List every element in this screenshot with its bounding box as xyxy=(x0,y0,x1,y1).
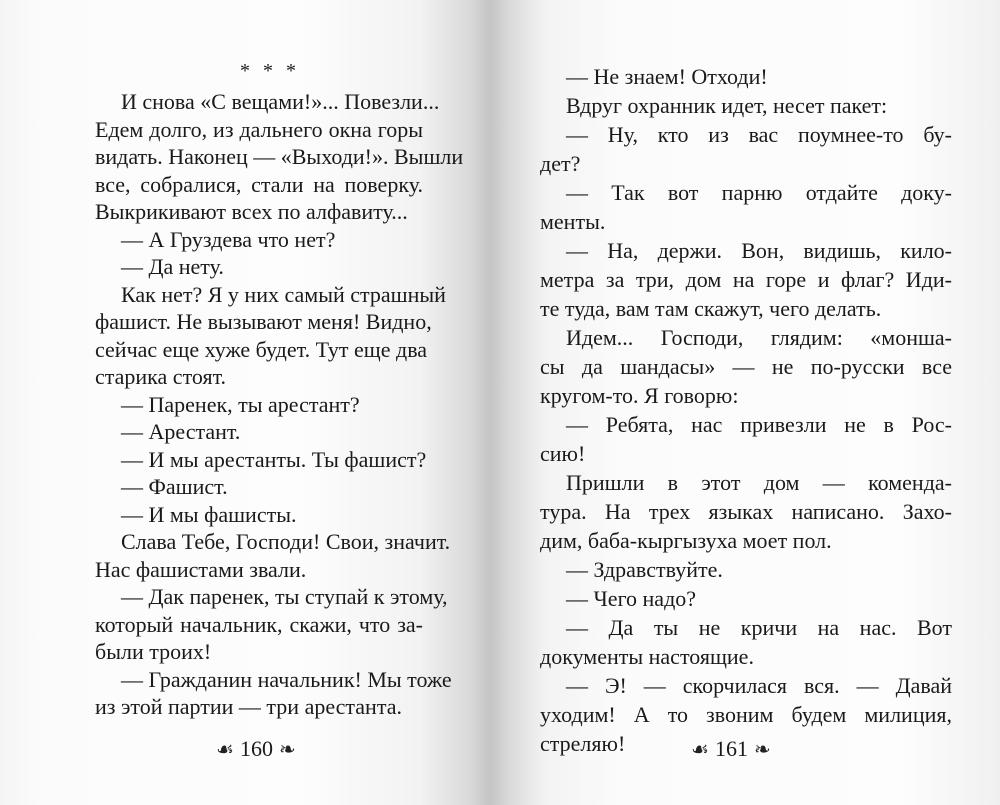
text-line: — Арестант. xyxy=(121,419,241,444)
ornament-icon: ☙ xyxy=(691,739,709,761)
left-page-text xyxy=(95,88,464,721)
text-line: — Да нету. xyxy=(121,254,224,279)
left-page-number xyxy=(210,736,302,762)
text-line: сы да шандасы» — не по-русски все xyxy=(540,354,952,379)
text-line: — Да ты не кричи на нас. Вот xyxy=(566,615,952,640)
text-line: те туда, вам там скажут, чего делать. xyxy=(540,296,882,321)
text-line: — И мы арестанты. Ты фашист? xyxy=(121,446,427,472)
text-line: видать. Наконец — «Выходи!». Вышли xyxy=(95,144,464,169)
page-number-text: 161 xyxy=(714,736,748,761)
text-line: — Паренек, ты арестант? xyxy=(121,391,360,417)
text-line: — На, держи. Вон, видишь, кило- xyxy=(566,238,952,263)
text-line: Нас фашистами звали. xyxy=(95,556,307,582)
text-line: Пришли в этот дом — коменда- xyxy=(566,470,952,495)
ornament-icon: ❧ xyxy=(278,739,296,761)
ornament-icon: ☙ xyxy=(216,739,234,761)
text-line: Вдруг охранник идет, несет пакет: xyxy=(566,93,888,118)
text-line: сию! xyxy=(540,441,586,466)
text-line: — Не знаем! Отходи! xyxy=(566,64,768,89)
text-line: старика стоят. xyxy=(95,364,227,389)
text-line: — Э! — скорчилася вся. — Давай xyxy=(566,673,952,698)
text-line: сейчас еще хуже будет. Тут еще два xyxy=(95,336,428,362)
text-line: метра за три, дом на горе и флаг? Иди- xyxy=(540,267,952,292)
text-line: из этой партии — три арестанта. xyxy=(95,694,402,719)
text-line: — Дак паренек, ты ступай к этому, xyxy=(121,584,448,609)
text-line: — Ну, кто из вас поумнее-то бу- xyxy=(566,122,952,147)
text-line: менты. xyxy=(540,209,606,234)
right-page-text xyxy=(540,62,952,758)
text-line: — И мы фашисты. xyxy=(121,501,297,527)
text-line: — Гражданин начальник! Мы тоже xyxy=(121,666,452,692)
text-line: тура. На трех языках написано. Захо- xyxy=(540,499,952,524)
text-line: Идем... Господи, глядим: «монша- xyxy=(566,325,952,350)
text-line: фашист. Не вызывают меня! Видно, xyxy=(95,309,432,334)
right-page-number xyxy=(685,736,777,762)
text-line: Выкрикивают всех по алфавиту... xyxy=(95,199,408,224)
text-line: — А Груздева что нет? xyxy=(121,226,336,252)
text-line: Едем долго, из дальнего окна горы xyxy=(95,116,423,142)
text-line: И снова «С вещами!»... Повезли... xyxy=(121,89,440,114)
text-line: Слава Тебе, Господи! Свои, значит. xyxy=(121,529,451,554)
text-line: стреляю! xyxy=(540,731,626,756)
text-line: — Фашист. xyxy=(121,474,228,499)
text-line: — Здравствуйте. xyxy=(566,557,723,582)
section-separator: * * * xyxy=(240,60,300,82)
text-line: все, собралися, стали на поверку. xyxy=(95,171,423,197)
text-line: документы настоящие. xyxy=(540,644,754,669)
page-number-text: 160 xyxy=(239,736,273,761)
text-line: были троих! xyxy=(95,639,212,664)
ornament-icon: ❧ xyxy=(753,739,771,761)
text-line: который начальник, скажи, что за- xyxy=(95,611,423,637)
text-line: уходим! А то звоним будем милиция, xyxy=(540,702,952,727)
text-line: — Ребята, нас привезли не в Рос- xyxy=(566,412,952,437)
text-line: — Чего надо? xyxy=(566,586,697,611)
text-line: — Так вот парню отдайте доку- xyxy=(566,180,952,205)
text-line: дет? xyxy=(540,151,581,176)
text-line: дим, баба-кыргызуха моет пол. xyxy=(540,528,832,553)
text-line: Как нет? Я у них самый страшный xyxy=(121,281,446,307)
text-line: кругом-то. Я говорю: xyxy=(540,383,739,408)
